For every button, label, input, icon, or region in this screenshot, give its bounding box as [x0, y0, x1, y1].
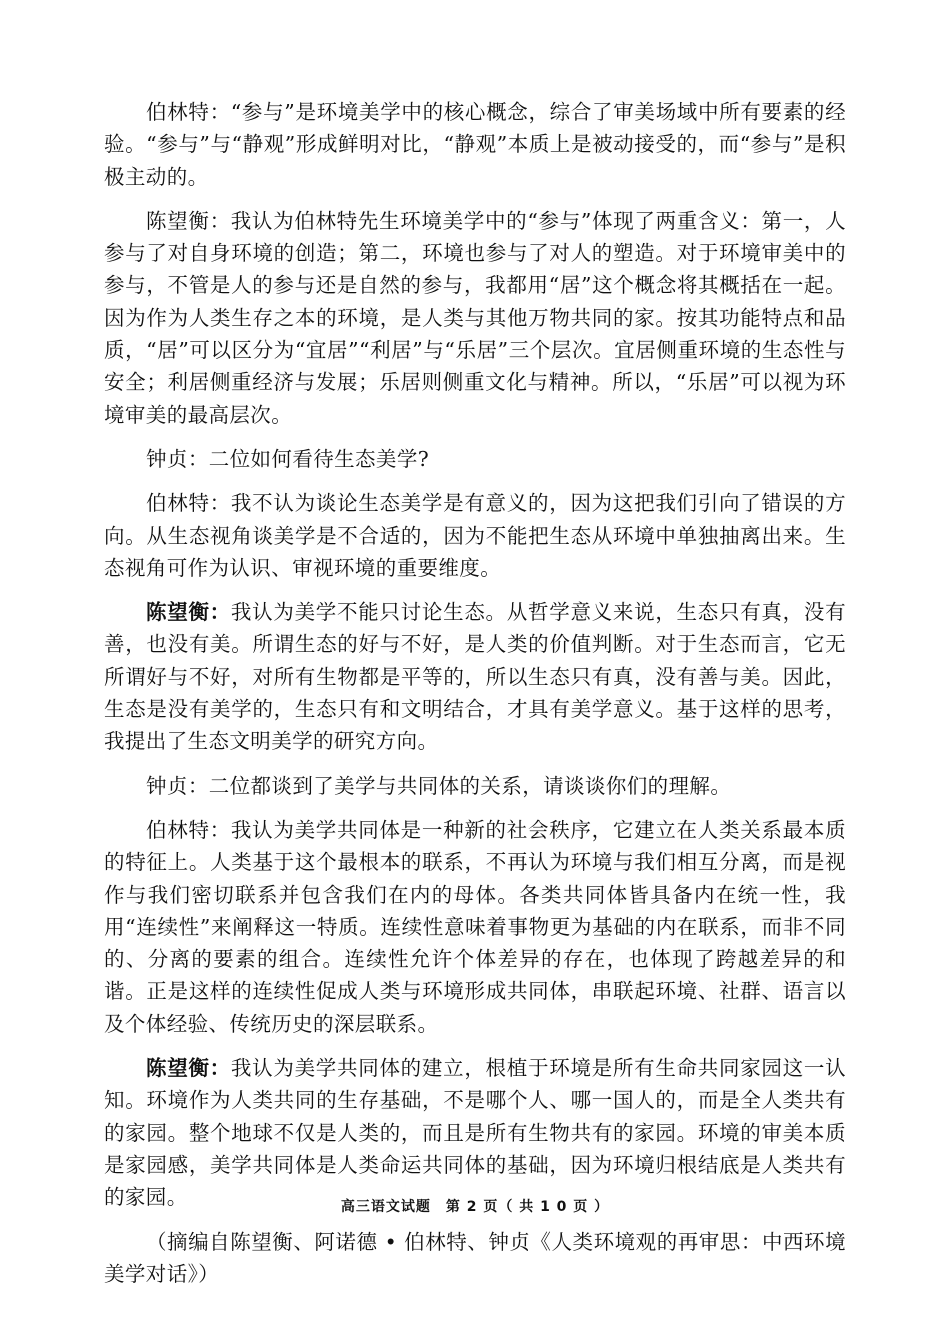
speaker-colon: ：: [209, 600, 231, 625]
speaker-colon: ：: [187, 773, 209, 798]
paragraph-text: 我认为伯林特先生环境美学中的“参与”体现了两重含义：第一，人参与了对自身环境的创造；第二，环境也参与了对人的塑造。对于环境审美中的参与，不管是人的参与还是自然的参与，我都用“居”这个概念将其概括在一起。因为作为人类生存之本的环境，是人类与其他万物共同的家。按其功能特点和品质，“居”可以区分为“宜居”“利居”与“乐居”三个层次。宜居侧重环境的生态性与安全；利居侧重经济与发展；乐居则侧重文化与精神。所以，“乐居”可以视为环境审美的最高层次。: [104, 208, 846, 427]
dialogue-paragraph: [104, 596, 846, 757]
speaker-colon: ：: [209, 491, 231, 516]
dialogue-paragraph: [104, 205, 846, 431]
paragraph-text: 二位如何看待生态美学?: [208, 446, 430, 471]
speaker-name: 陈望衡: [146, 208, 210, 233]
paragraph-text: 我不认为谈论生态美学是有意义的，因为这把我们引向了错误的方向。从生态视角谈美学是不合适的，因为不能把生态从环境中单独抽离出来。生态视角可作为认识、审视环境的重要维度。: [104, 491, 847, 580]
speaker-colon: ：: [209, 100, 231, 124]
dialogue-paragraph: [104, 96, 846, 193]
paragraph-text: 二位都谈到了美学与共同体的关系，请谈谈你们的理解。: [208, 773, 732, 798]
speaker-colon: ：: [209, 1056, 231, 1081]
paragraph-text: 我认为美学共同体是一种新的社会秩序，它建立在人类关系最本质的特征上。人类基于这个最根本的联系，不再认为环境与我们相互分离，而是视作与我们密切联系并包含我们在内的母体。各类共同体皆具备内在统一性，我用“连续性”来阐释这一特质。连续性意味着事物更为基础的内在联系，而非不同的、分离的要素的组合。连续性允许个体差异的存在，也体现了跨越差异的和谐。正是这样的连续性促成人类与环境形成共同体，串联起环境、社群、语言以及个体经验、传统历史的深层联系。: [104, 817, 847, 1036]
speaker-name: 钟贞: [146, 446, 188, 471]
speaker-name: 伯林特: [146, 817, 210, 842]
dialogue-paragraph: [104, 770, 846, 802]
speaker-name: 伯林特: [146, 100, 210, 124]
dialogue-paragraph: [104, 814, 846, 1040]
speaker-name: 伯林特: [146, 491, 210, 516]
speaker-colon: ：: [209, 208, 231, 233]
speaker-name: 陈望衡: [146, 600, 210, 625]
dialogue-paragraph: [104, 1052, 846, 1213]
source-note: （摘编自陈望衡、阿诺德 • 伯林特、钟贞《人类环境观的再审思：中西环境美学对话》）: [104, 1229, 846, 1286]
paragraph-text: 我认为美学不能只讨论生态。从哲学意义来说，生态只有真，没有善，也没有美。所谓生态的好与不好，是人类的价值判断。对于生态而言，它无所谓好与不好，对所有生物都是平等的，所以生态只有真，没有善与美。因此，生态是没有美学的，生态只有和文明结合，才具有美学意义。基于这样的思考，我提出了生态文明美学的研究方向。: [104, 600, 847, 754]
document-body: [104, 96, 846, 1302]
dialogue-paragraph: [104, 487, 846, 584]
speaker-name: 陈望衡: [146, 1056, 210, 1081]
speaker-colon: ：: [209, 817, 231, 842]
speaker-colon: ：: [187, 446, 209, 471]
paragraph-text: 我认为美学共同体的建立，根植于环境是所有生命共同家园这一认知。环境作为人类共同的生存基础，不是哪个人、哪一国人的，而是全人类共有的家园。整个地球不仅是人类的，而且是所有生物共有的家园。环境的审美本质是家园感，美学共同体是人类命运共同体的基础，因为环境归根结底是人类共有的家园。: [104, 1056, 847, 1210]
page-footer: 高三语文试题 第 2 页（ 共 1 0 页 ）: [340, 1199, 610, 1215]
speaker-name: 钟贞: [146, 773, 188, 798]
dialogue-paragraph: [104, 443, 846, 475]
paragraph-text: “参与”是环境美学中的核心概念，综合了审美场域中所有要素的经验。“参与”与“静观”形成鲜明对比，“静观”本质上是被动接受的，而“参与”是积极主动的。: [104, 100, 846, 189]
